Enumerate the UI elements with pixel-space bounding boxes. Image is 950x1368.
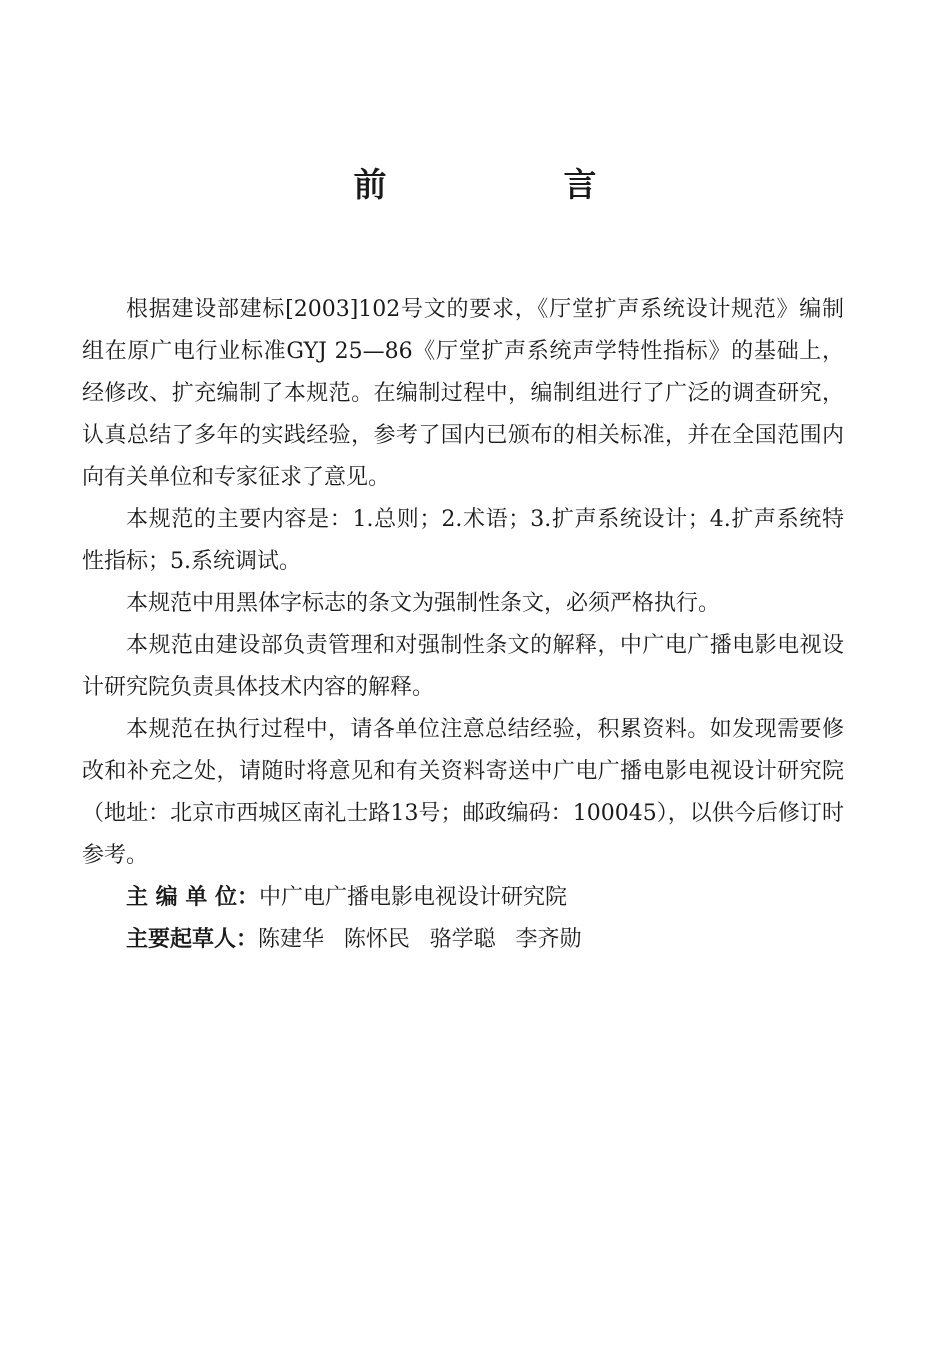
- paragraph-feedback: 本规范在执行过程中，请各单位注意总结经验，积累资料。如发现需要修改和补充之处，请随时将意见和有关资料寄送中广电广播电影电视设计研究院（地址：北京市西城区南礼士路13号；邮政编码：100045），以供今后修订时参考。: [82, 717, 844, 868]
- paragraph-background: 根据建设部建标[2003]102号文的要求，《厅堂扩声系统设计规范》编制组在原广电行业标准GYJ 25—86《厅堂扩声系统声学特性指标》的基础上，经修改、扩充编制了本规范。在编制过程中，编制组进行了广泛的调查研究，认真总结了多年的实践经验，参考了国内已颁布的相关标准，并在全国范围内向有关单位和专家征求了意见。: [82, 297, 844, 490]
- paragraph-main-contents: 本规范的主要内容是：1.总则；2.术语；3.扩声系统设计；4.扩声系统特性指标；5.系统调试。: [82, 507, 844, 574]
- body-text: [82, 289, 844, 961]
- drafter-name: 骆学聪: [429, 927, 496, 952]
- paragraph-mandatory-clauses: 本规范中用黑体字标志的条文为强制性条文，必须严格执行。: [126, 591, 721, 616]
- drafter-name: 李齐勋: [515, 927, 582, 952]
- drafters-line: [82, 919, 844, 961]
- drafters-label: 主要起草人：: [126, 927, 259, 952]
- editor-unit-label: 主 编 单 位：: [126, 885, 259, 910]
- drafter-name: 陈怀民: [343, 927, 410, 952]
- editor-unit-line: [82, 877, 844, 919]
- drafter-name: 陈建华: [258, 927, 325, 952]
- editor-unit-value: 中广电广播电影电视设计研究院: [258, 885, 567, 910]
- paragraph-management: 本规范由建设部负责管理和对强制性条文的解释，中广电广播电影电视设计研究院负责具体技术内容的解释。: [82, 633, 844, 700]
- page-title: 前 言: [353, 165, 669, 204]
